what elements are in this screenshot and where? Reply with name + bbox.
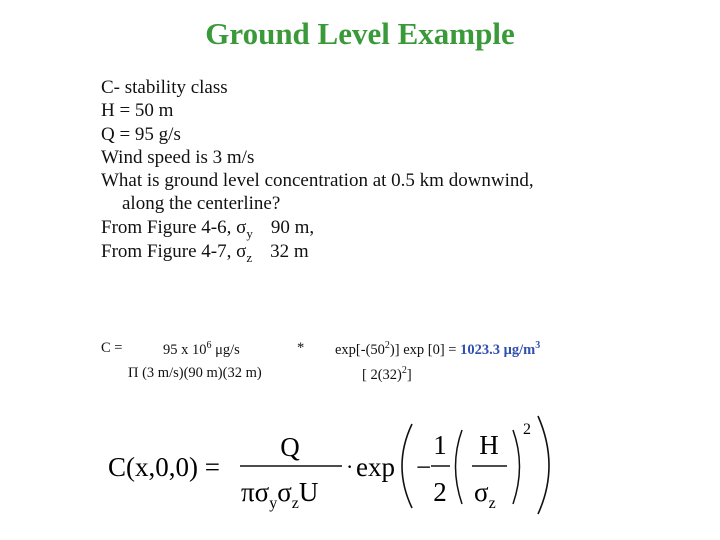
exp-part-end: )] exp [0] = (389, 341, 457, 358)
calc-c-label: C = (101, 340, 123, 356)
frac1-numerator: 1 (433, 430, 447, 460)
inner-left-paren (456, 430, 463, 504)
sigma-subscript: y (246, 225, 253, 241)
result-value: 1023.3 μg/m (460, 341, 536, 358)
sigma-y-prefix: From Figure 4-6, (101, 216, 237, 238)
sigma-z-prefix: From Figure 4-7, (101, 241, 237, 263)
line-emission-rate: Q = 95 g/s (101, 123, 181, 145)
den-sub-y: y (269, 495, 278, 512)
calc-star: * (297, 340, 305, 356)
sigma-y-value: 90 m, (270, 216, 315, 238)
outer-right-paren (538, 416, 549, 514)
formula-lhs: C(x,0,0) = (108, 452, 220, 482)
line-stack-height: H = 50 m (101, 100, 174, 122)
den-u: U (298, 477, 319, 507)
frac2-numerator: H (479, 430, 499, 460)
sigma-symbol: σ (236, 241, 247, 263)
numerator-unit: μg/s (211, 341, 240, 358)
exp-den-end: ] (406, 366, 412, 383)
exp-sup: 2 (384, 340, 390, 351)
line-sigma-z (101, 240, 534, 264)
sigma-subscript: z (246, 250, 253, 266)
line-sigma-y (101, 216, 534, 240)
line-question-cont: along the centerline? (122, 193, 281, 215)
frac2-denominator (474, 477, 496, 512)
calc-numerator (163, 340, 240, 359)
line-stability-class: C- stability class (101, 77, 228, 98)
numerator-exponent: 6 (206, 340, 212, 351)
formula-power: 2 (523, 421, 531, 438)
sigma-symbol: σ (236, 216, 247, 238)
den-sigma-y: σ (254, 477, 270, 507)
den-pi: π (241, 477, 255, 507)
formula-dot: · (346, 454, 354, 479)
line-wind-speed: Wind speed is 3 m/s (101, 146, 255, 168)
calc-result (460, 342, 540, 358)
formula-svg (100, 408, 560, 520)
formula-minus: − (416, 452, 432, 482)
den-sub-z: z (291, 495, 299, 512)
formula-exp: exp (356, 452, 395, 482)
frac2-sub: z (488, 495, 496, 512)
numerator-base: 95 x 10 (163, 341, 207, 358)
calc-denominator: Π (3 m/s)(90 m)(32 m) (128, 365, 262, 381)
result-sup: 3 (535, 340, 541, 351)
formula-numerator-q: Q (280, 432, 300, 462)
gaussian-plume-formula (100, 408, 560, 520)
frac2-sigma: σ (474, 477, 489, 507)
exp-den-sup: 2 (401, 365, 407, 376)
outer-left-paren (402, 424, 412, 508)
line-question: What is ground level concentration at 0.5 km downwind, (101, 170, 534, 192)
den-sigma-z: σ (277, 477, 292, 507)
calc-exponential (335, 340, 540, 359)
exp-part: exp[-(50 (335, 341, 385, 358)
inner-right-paren (513, 430, 520, 504)
exp-den: [ 2(32) (362, 366, 402, 383)
sigma-z-value: 32 m (270, 241, 309, 263)
slide-title: Ground Level Example (205, 16, 515, 51)
calc-exp-denominator (362, 365, 412, 384)
problem-statement (101, 76, 534, 264)
frac1-denominator: 2 (433, 477, 447, 507)
formula-denominator (241, 477, 318, 512)
